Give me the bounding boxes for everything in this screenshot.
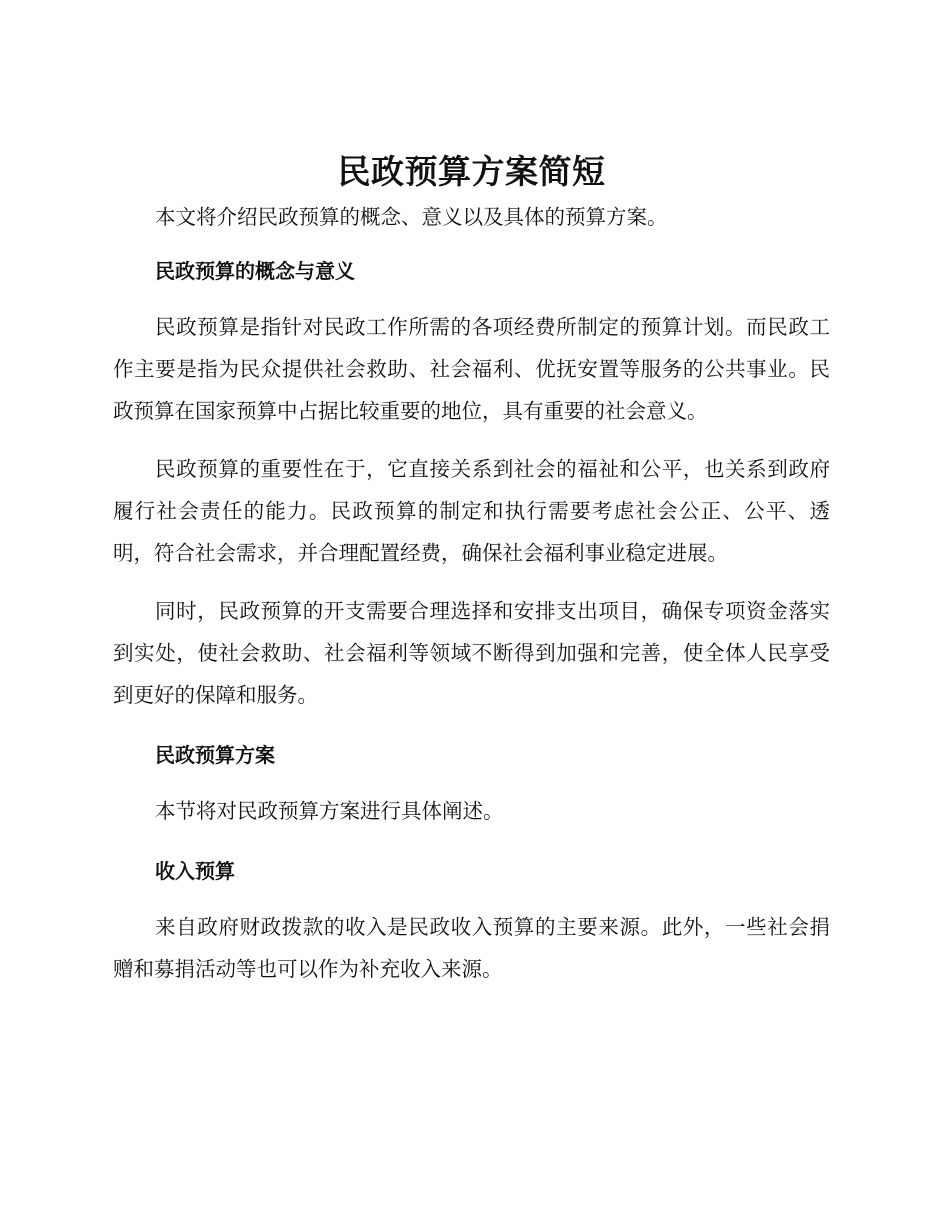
intro-paragraph: 本文将介绍民政预算的概念、意义以及具体的预算方案。 bbox=[155, 205, 668, 229]
concept-paragraph-2: 民政预算的重要性在于，它直接关系到社会的福祉和公平，也关系到政府履行社会责任的能力。民政预算的制定和执行需要考虑社会公正、公平、透明，符合社会需求，并合理配置经费，确保社会福利事业稳定进展。 bbox=[113, 457, 830, 565]
income-paragraph-1: 来自政府财政拨款的收入是民政收入预算的主要来源。此外，一些社会捐赠和募捐活动等也可以作为补充收入来源。 bbox=[113, 915, 830, 981]
document-title: 民政预算方案简短 bbox=[337, 152, 606, 191]
plan-paragraph-1: 本节将对民政预算方案进行具体阐述。 bbox=[155, 799, 504, 823]
section-heading-plan: 民政预算方案 bbox=[155, 743, 275, 767]
document-body bbox=[113, 148, 830, 990]
section-heading-income: 收入预算 bbox=[155, 859, 235, 883]
concept-paragraph-1: 民政预算是指针对民政工作所需的各项经费所制定的预算计划。而民政工作主要是指为民众提供社会救助、社会福利、优抚安置等服务的公共事业。民政预算在国家预算中占据比较重要的地位，具有重要的社会意义。 bbox=[113, 315, 830, 423]
concept-paragraph-3: 同时，民政预算的开支需要合理选择和安排支出项目，确保专项资金落实到实处，使社会救助、社会福利等领域不断得到加强和完善，使全体人民享受到更好的保障和服务。 bbox=[113, 599, 830, 707]
section-heading-concept: 民政预算的概念与意义 bbox=[155, 259, 355, 283]
